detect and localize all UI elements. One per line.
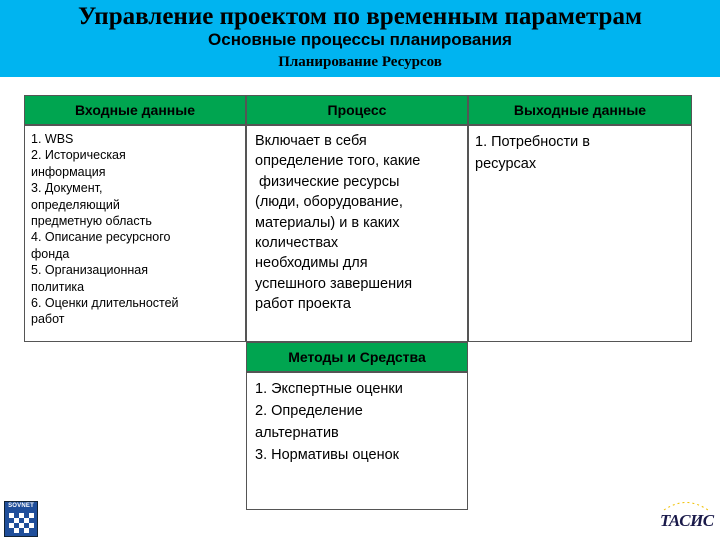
list-item: политика [31, 279, 85, 294]
process-line: работ проекта [255, 296, 351, 313]
list-item: ресурсах [475, 156, 537, 172]
outputs-header: Выходные данные [468, 95, 692, 125]
list-item: 6. Оценки длительностей [31, 296, 179, 311]
list-item: 1. WBS [31, 132, 74, 146]
list-item: альтернатив [255, 425, 339, 441]
list-item: информация [31, 164, 106, 179]
methods-box [246, 372, 468, 510]
list-item: 5. Организационная [31, 263, 148, 278]
process-header: Процесс [246, 95, 468, 125]
page-subtitle: Основные процессы планирования [208, 30, 512, 49]
sovnet-logo [4, 501, 38, 537]
list-item: 3. Нормативы оценок [255, 447, 400, 463]
process-line: успешного завершения [255, 275, 413, 292]
list-item: 4. Описание ресурсного [31, 230, 171, 245]
list-item: 1. Экспертные оценки [255, 381, 403, 397]
process-line: Включает в себя [255, 133, 367, 149]
list-item: 2. Историческая [31, 148, 126, 163]
tacis-logo [656, 497, 716, 537]
methods-list [255, 378, 463, 466]
outputs-box [468, 125, 692, 342]
list-item: определяющий [31, 197, 120, 212]
process-box [246, 125, 468, 342]
list-item: фонда [31, 246, 70, 261]
inputs-list [31, 131, 241, 328]
process-line: (люди, оборудование, [255, 194, 403, 211]
outputs-list [475, 131, 687, 175]
process-line: необходимы для [255, 255, 368, 272]
tacis-logo-text: ТАСИС [660, 511, 714, 530]
process-description [255, 131, 463, 315]
section-title: Планирование Ресурсов [278, 54, 442, 70]
list-item: работ [31, 312, 65, 327]
list-item: предметную область [31, 214, 152, 229]
process-line: определение того, какие [255, 153, 421, 170]
inputs-box [24, 125, 246, 342]
list-item: 3. Документ, [31, 181, 103, 196]
methods-header: Методы и Средства [246, 342, 468, 372]
sovnet-logo-label: SOVNET [8, 503, 34, 509]
grid-logo-icon [6, 511, 38, 537]
inputs-header: Входные данные [24, 95, 246, 125]
title-banner [0, 0, 720, 77]
page-title: Управление проектом по временным параметрам [78, 3, 642, 30]
list-item: 1. Потребности в [475, 134, 590, 150]
process-line: материалы) и в каких [255, 214, 400, 231]
process-line: физические ресурсы [255, 173, 400, 190]
list-item: 2. Определение [255, 403, 363, 419]
process-line: количествах [255, 235, 339, 252]
